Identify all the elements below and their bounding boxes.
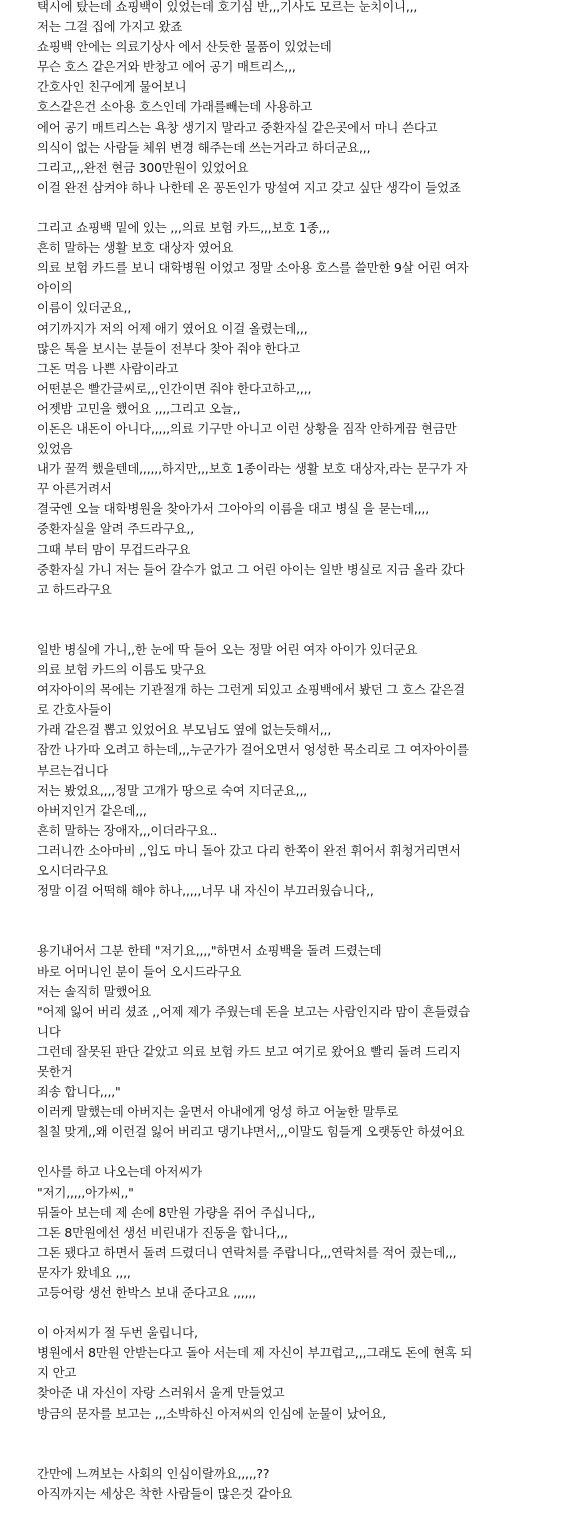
text-line: 칠칠 맞게,,왜 이런걸 잃어 버리고 댕기냐면서,,,이말도 힘들게 오랫동안 하셨어요	[37, 1124, 465, 1140]
text-line: 의식이 없는 사람들 체위 변경 해주는데 쓰는거라고 하더군요,,,	[37, 139, 371, 155]
text-line: 지 안고	[37, 1365, 77, 1381]
text-line: 그돈 됐다고 하면서 돌려 드렸더니 연락처를 주랍니다,,,연락처를 적어 줬는데,,,	[37, 1244, 457, 1260]
text-line: "저기,,,,,아가씨,,"	[37, 1184, 134, 1200]
text-line: 결국엔 오늘 대학병원을 찾아가서 그아아의 이름을 대고 병실 을 묻는데,,,,	[37, 501, 430, 517]
text-line: 그런데 잘못된 판단 같았고 의료 보험 카드 보고 여기로 왔어요 빨리 돌려 드리지	[37, 1043, 461, 1059]
text-line: 내가 꿀꺽 했을텐데,,,,,,하지만,,,보호 1종이라는 생활 보호 대상자,라는 문구가 자	[37, 461, 468, 477]
text-line: 그돈 먹음 나쁜 사람이라고	[37, 360, 179, 376]
text-line: 그때 부터 맘이 무겁드라구요	[37, 541, 191, 557]
text-line: 방금의 문자를 보고는 ,,,소박하신 아저씨의 인심에 눈물이 났어요,	[37, 1405, 386, 1421]
text-line: 그리고 쇼핑백 밑에 있는 ,,,의료 보험 카드,,,보호 1종,,,	[37, 220, 330, 236]
text-line: 정말 이걸 어떡해 해야 하나,,,,,너무 내 자신이 부끄러웠습니다,,	[37, 883, 374, 899]
text-line: 꾸 아른거려서	[37, 481, 112, 497]
text-line: 저는 솔직히 말했어요	[37, 983, 151, 999]
text-line: 니다	[37, 1023, 61, 1039]
text-line: 여자아이의 목에는 기관절개 하는 그런게 되있고 쇼핑백에서 봤던 그 호스 같은걸	[37, 682, 465, 698]
text-line: 문자가 왔네요 ,,,,	[37, 1264, 131, 1280]
text-line: 어떤분은 빨간글씨로,,,인간이면 줘야 한다고하고,,,,	[37, 380, 312, 396]
text-line: 찾아준 내 자신이 자랑 스러워서 울게 만들었고	[37, 1385, 285, 1401]
text-line: 잠깐 나가따 오려고 하는데,,,누군가가 걸어오면서 엉성한 목소리로 그 여자아이를	[37, 742, 469, 758]
text-line: 에어 공기 매트리스는 욕창 생기지 말라고 중환자실 같은곳에서 마니 쓴다고	[37, 119, 438, 135]
text-line: 이돈은 내돈이 아니다,,,,,의료 기구만 아니고 이런 상황을 짐작 안하게끔 현금만	[37, 420, 457, 436]
text-line: 병원에서 8만원 안받는다고 돌아 서는데 제 자신이 부끄럽고,,,그래도 돈에 현혹 되	[37, 1345, 473, 1361]
text-line: 있었음	[37, 441, 73, 457]
text-line: 아직까지는 세상은 착한 사람들이 많은것 같아요	[37, 1485, 293, 1501]
text-line: 부르는겁니다	[37, 762, 108, 778]
blank-line	[37, 198, 577, 218]
text-line: 그돈 8만원에선 생선 비린내가 진동을 합니다,,,	[37, 1224, 288, 1240]
text-line: "어제 잃어 버리 셨죠 ,,어제 제가 주웠는데 돈을 보고는 사람인지라 맘이 흔들렸습	[37, 1003, 471, 1019]
text-line: 의료 보험 카드를 보니 대학병원 이었고 정말 소아용 호스를 쓸만한 9살 어린 여자	[37, 260, 469, 276]
text-line: 아버지인거 같은데,,,	[37, 802, 147, 818]
text-line: 중환자실 가니 저는 들어 갈수가 없고 그 어린 아이는 일반 병실로 지금 올라 갔다	[37, 561, 465, 577]
text-line: 의료 보험 카드의 이름도 맞구요	[37, 662, 206, 678]
text-line: 이러케 말했는데 아버지는 울면서 아내에게 엉성 하고 어눌한 말투로	[37, 1104, 399, 1120]
text-line: 많은 톡을 보시는 분들이 전부다 찾아 줘야 한다고	[37, 340, 300, 356]
text-line: 간호사인 친구에게 물어보니	[37, 79, 187, 95]
blank-line	[37, 901, 577, 921]
text-line: 로 간호사들이	[37, 702, 112, 718]
text-line: 이 아저씨가 절 두번 울립니다,	[37, 1325, 198, 1341]
text-line: 그러니깐 소아마비 ,,입도 마니 돌아 갔고 다리 한쪽이 완전 휘어서 휘청거리면서	[37, 842, 461, 858]
text-line: 이름이 있더군요,,	[37, 300, 132, 316]
text-line: 이걸 완전 삼켜야 하나 나한테 온 꽁돈인가 망설여 지고 갖고 싶단 생각이 들었죠	[37, 179, 461, 195]
blank-line	[37, 1424, 577, 1444]
text-line: 저는 그걸 집에 가지고 왔죠	[37, 19, 183, 35]
text-line: 쇼핑백 안에는 의료기상사 에서 산듯한 물품이 있었는데	[37, 39, 332, 55]
text-line: 흔히 말하는 생활 보호 대상자 였어요	[37, 240, 234, 256]
text-line: 용기내어서 그분 한테 "저기요,,,,"하면서 쇼핑백을 돌려 드렸는데	[37, 943, 382, 959]
text-line: 일반 병실에 가니,,한 눈에 딱 들어 오는 정말 어린 여자 아이가 있더군요	[37, 642, 418, 657]
text-line: 오시더라구요	[37, 863, 108, 879]
text-line: 그리고,,,완전 현금 300만원이 있었어요	[37, 159, 249, 175]
blank-line	[37, 921, 577, 941]
text-line: 호스같은건 소아용 호스인데 가래를빼는데 사용하고	[37, 99, 313, 115]
text-line: 어젯밤 고민을 했어요 ,,,,그리고 오늘,,	[37, 400, 241, 416]
text-line: 택시에 탔는데 쇼핑백이 있었는데 호기심 반,,,기사도 모르는 눈치이니,,,	[37, 0, 418, 14]
text-line: 간만에 느껴보는 사회의 인심이랄까요,,,,,??	[37, 1465, 270, 1481]
text-line: 중환자실을 알려 주드라구요,,	[37, 521, 194, 537]
text-line: 저는 봤었요,,,,정말 고개가 땅으로 숙여 지더군요,,,	[37, 782, 308, 798]
blank-line	[37, 620, 577, 640]
text-line: 고 하드라구요	[37, 581, 112, 597]
text-line: 못한거	[37, 1063, 73, 1079]
text-line: 뒤돌아 보는데 제 손에 8만원 가량을 쥐어 주십니다,,	[37, 1204, 316, 1220]
text-line: 아이의	[37, 280, 73, 296]
text-line: 바로 어머니인 분이 들어 오시드라구요	[37, 963, 242, 979]
text-line: 인사를 하고 나오는데 아저씨가	[37, 1164, 203, 1180]
blank-line	[37, 1444, 577, 1464]
text-line: 가래 같은걸 뽑고 있었어요 부모님도 옆에 없는듯해서,,,	[37, 722, 332, 738]
text-line: 고등어랑 생선 한박스 보내 준다고요 ,,,,,,	[37, 1285, 256, 1300]
document-body	[37, 0, 577, 1504]
text-line: 여기까지가 저의 어제 애기 였어요 이걸 올렸는데,,,	[37, 320, 308, 336]
blank-line	[37, 1142, 577, 1162]
text-line: 죄송 합니다,,,,"	[37, 1084, 121, 1100]
text-line: 흔히 말하는 장애자,,,이더라구요..	[37, 822, 218, 838]
blank-line	[37, 600, 577, 620]
text-line: 무슨 호스 같은거와 반창고 에어 공기 매트리스,,,	[37, 59, 296, 75]
blank-line	[37, 1303, 577, 1323]
